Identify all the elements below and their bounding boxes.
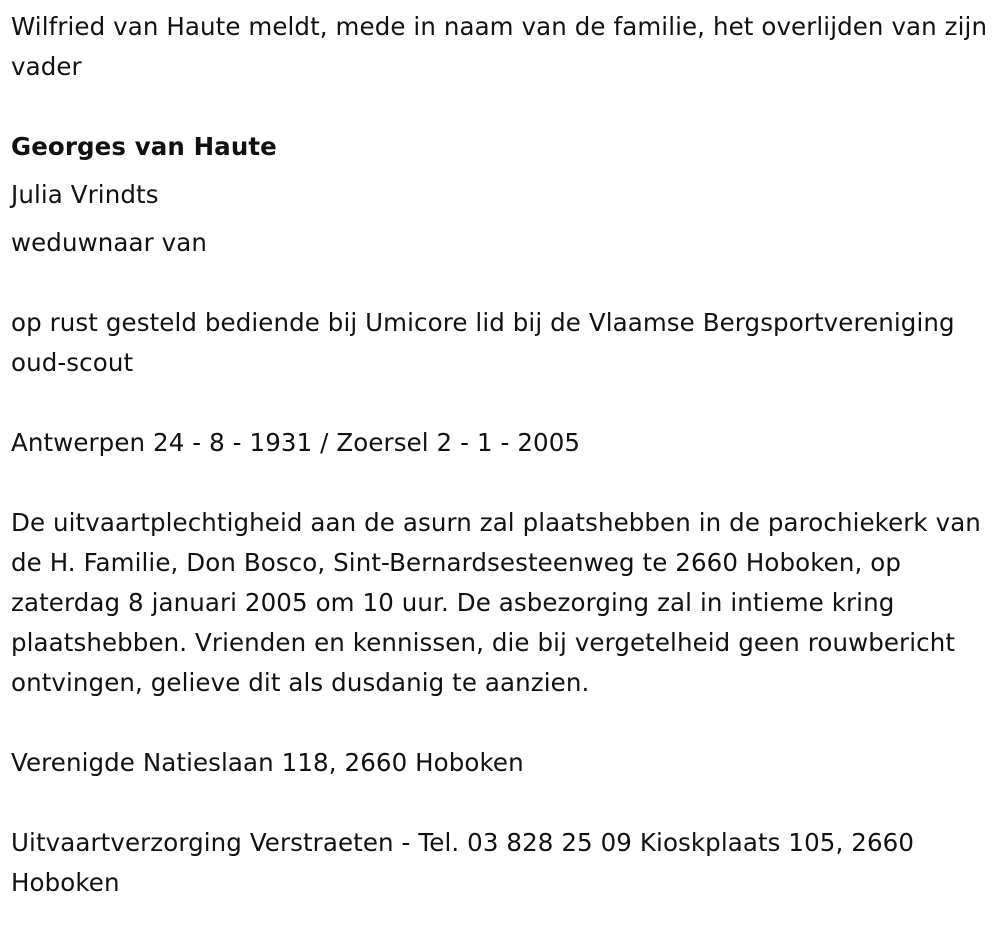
spacer <box>11 463 990 503</box>
spacer <box>11 383 990 423</box>
spacer <box>11 783 990 823</box>
spacer <box>11 87 990 127</box>
funeral-home-text: Uitvaartverzorging Verstraeten - Tel. 03 828 25 09 Kioskplaats 105, 2660 Hoboken <box>11 828 915 897</box>
deceased-name: Georges van Haute <box>11 132 277 161</box>
spacer <box>11 703 990 743</box>
ceremony-text: De uitvaartplechtigheid aan de asurn zal plaatshebben in de parochiekerk van de H. Familie, Don Bosco, Sint-Bernardsesteenweg te 2660 Hoboken, op zaterdag 8 januari 2005 om 10 uur. De asbezorging zal in intieme kring plaatshebben. Vrienden en kennissen, die bij vergetelheid geen rouwbericht ontvingen, gelieve dit als dusdanig te aanzien. <box>11 508 981 697</box>
relation-text: weduwnaar van <box>11 228 207 257</box>
address-text: Verenigde Natieslaan 118, 2660 Hoboken <box>11 748 524 777</box>
occupation-text: op rust gesteld bediende bij Umicore lid bij de Vlaamse Bergsportvereniging oud-scout <box>11 308 955 377</box>
birth-death-text: Antwerpen 24 - 8 - 1931 / Zoersel 2 - 1 - 2005 <box>11 428 581 457</box>
spouse-name: Julia Vrindts <box>11 180 159 209</box>
spacer <box>11 263 990 303</box>
intro-text: Wilfried van Haute meldt, mede in naam van de familie, het overlijden van zijn vader <box>11 12 988 81</box>
